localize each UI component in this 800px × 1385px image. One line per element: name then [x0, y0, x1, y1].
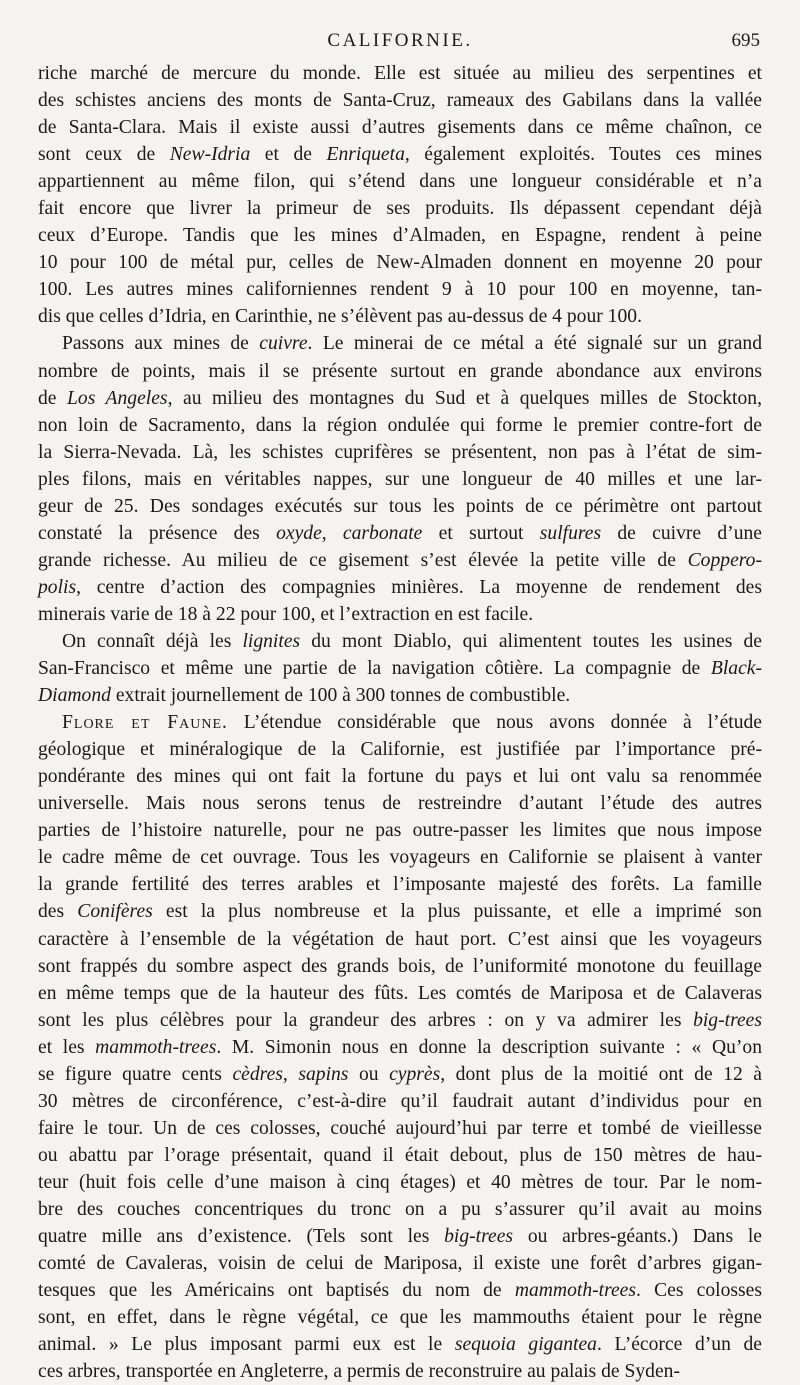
paragraph	[38, 330, 762, 628]
text-line	[38, 466, 762, 493]
text-line	[38, 574, 762, 601]
text-run: nombre de points, mais il se présente surtout en grande abondance aux environs	[38, 360, 762, 382]
italic-run: Enriqueta	[326, 144, 405, 166]
text-run: de Santa-Clara. Mais il existe aussi d’autres gisements dans ce même chaînon, ce	[38, 117, 762, 139]
text-line	[38, 898, 762, 925]
text-run: sont, en effet, dans le règne végétal, ce que les mammouths étaient pour le règne	[38, 1307, 762, 1329]
text-line	[38, 736, 762, 763]
text-line	[38, 817, 762, 844]
italic-run: Los Angeles	[67, 387, 168, 409]
text-line	[38, 168, 762, 195]
italic-run: New-Idria	[169, 144, 251, 166]
italic-run: cuivre	[259, 333, 308, 355]
text-run: non loin de Sacramento, dans la région ondulée qui forme le premier contre-fort de	[38, 414, 762, 436]
text-line	[38, 493, 762, 520]
text-run: 100. Les autres mines californiennes rendent 9 à 10 pour 100 en moyenne, tan-	[38, 279, 762, 301]
text-run: 10 pour 100 de métal pur, celles de New-Almaden donnent en moyenne 20 pour	[38, 252, 762, 274]
text-run: . M. Simonin nous en donne la description suivante : « Qu’on	[216, 1036, 763, 1058]
italic-run: sapins	[298, 1063, 349, 1085]
text-run: bre des couches concentriques du tronc on a pu s’assurer qu’il avait au moins	[38, 1198, 762, 1220]
text-run: et les	[38, 1036, 96, 1058]
text-line	[38, 926, 762, 953]
text-line	[38, 1196, 762, 1223]
italic-run: Conifères	[77, 901, 153, 923]
text-run: de	[38, 387, 68, 409]
text-run: ,	[282, 1063, 299, 1085]
text-line	[38, 114, 762, 141]
text-run: On connaît déjà les	[62, 630, 243, 652]
text-run: dis que celles d’Idria, en Carinthie, ne s’élèvent pas au-dessus de 4 pour 100.	[38, 306, 642, 328]
text-run: San-Francisco et même une partie de la navigation côtière. La compagnie de	[38, 658, 711, 680]
italic-run: polis	[38, 576, 77, 598]
text-run: de cuivre d’une	[601, 522, 762, 544]
text-run: et surtout	[422, 522, 540, 544]
paragraph	[38, 709, 762, 1385]
italic-run: lignites	[242, 630, 301, 652]
text-run: teur (huit fois celle d’une maison à cinq étages) et 40 mètres de tour. Par le nom-	[38, 1171, 762, 1193]
text-run: . Ces colosses	[636, 1280, 762, 1302]
text-run: des	[38, 901, 78, 923]
text-line	[38, 439, 762, 466]
text-line	[38, 520, 762, 547]
italic-run: mammoth-trees	[514, 1280, 636, 1302]
running-title: CALIFORNIE.	[327, 30, 473, 51]
text-run: géologique et minéralogique de la Californie, est justifiée par l’importance pré-	[38, 739, 762, 761]
text-run: ou abattu par l’orage présentait, quand il était debout, plus de 150 mètres de hau-	[38, 1144, 762, 1166]
text-line	[38, 1007, 762, 1034]
text-line	[38, 385, 762, 412]
text-line	[38, 763, 762, 790]
section-heading: Flore et Faune.	[62, 712, 228, 734]
text-run: tesques que les Américains ont baptisés du nom de	[38, 1280, 515, 1302]
text-run: du mont Diablo, qui alimentent toutes les usines de	[300, 630, 762, 652]
text-run: geur de 25. Des sondages exécutés sur tous les points de ce périmètre ont partout	[38, 495, 762, 517]
text-line	[38, 709, 762, 736]
page-number: 695	[731, 30, 760, 51]
text-run: Passons aux mines de	[62, 333, 260, 355]
text-line	[38, 1331, 762, 1358]
text-run: constaté la présence des	[38, 522, 277, 544]
italic-run: big-trees	[693, 1009, 762, 1031]
text-line	[38, 1142, 762, 1169]
text-run: appartiennent au même filon, qui s’étend dans une longueur considérable et n’a	[38, 171, 762, 193]
italic-run: Diamond	[38, 685, 111, 707]
text-run: la grande fertilité des terres arables et l’imposante majesté des forêts. La famille	[38, 874, 762, 896]
paragraph	[38, 60, 762, 330]
text-run: caractère à l’ensemble de la végétation de haut port. C’est ainsi que les voyageurs	[38, 928, 762, 950]
page-header	[38, 26, 762, 60]
text-run: des schistes anciens des monts de Santa-Cruz, rameaux des Gabilans dans la vallée	[38, 90, 762, 112]
text-run: universelle. Mais nous serons tenus de restreindre d’autant l’étude des autres	[38, 793, 762, 815]
italic-run: big-trees	[444, 1226, 514, 1248]
text-line	[38, 60, 762, 87]
text-line	[38, 1061, 762, 1088]
text-line	[38, 1169, 762, 1196]
text-run: ou	[348, 1063, 390, 1085]
text-line	[38, 655, 762, 682]
text-line	[38, 871, 762, 898]
text-run: 30 mètres de circonférence, c’est-à-dire qu’il faudrait autant d’individus pour en	[38, 1090, 762, 1112]
body-text	[38, 60, 762, 1385]
italic-run: Coppero-	[687, 549, 762, 571]
text-run: pondérante des mines qui ont fait la fortune du pays et lui ont valu sa renommée	[38, 766, 762, 788]
text-line	[38, 330, 762, 357]
text-run: ces arbres, transportée en Angleterre, a permis de reconstruire au palais de Syden-	[38, 1361, 680, 1383]
text-line	[38, 1034, 762, 1061]
text-run: animal. » Le plus imposant parmi eux est le	[38, 1334, 455, 1356]
text-line	[38, 844, 762, 871]
text-run: est la plus nombreuse et la plus puissante, et elle a imprimé son	[152, 901, 762, 923]
text-run: parties de l’histoire naturelle, pour ne pas outre-passer les limites que nous impose	[38, 820, 762, 842]
italic-run: sulfures	[539, 522, 602, 544]
text-line	[38, 141, 762, 168]
text-run: fait encore que livrer la primeur de ses produits. Ils dépassent cependant déjà	[38, 198, 762, 220]
text-line	[38, 628, 762, 655]
text-line	[38, 953, 762, 980]
text-run: grande richesse. Au milieu de ce gisement s’est élevée la petite ville de	[38, 549, 688, 571]
text-run: extrait journellement de 100 à 300 tonnes de combustible.	[110, 685, 571, 707]
text-run: , dont plus de la moitié ont de 12 à	[440, 1063, 763, 1085]
italic-run: cyprès	[389, 1063, 441, 1085]
text-run: la Sierra-Nevada. Là, les schistes cuprifères se présentent, non pas à l’état de sim-	[38, 441, 762, 463]
text-line	[38, 1115, 762, 1142]
text-run: en même temps que de la hauteur des fûts. Les comtés de Mariposa et de Calaveras	[38, 982, 762, 1004]
text-line	[38, 358, 762, 385]
text-run: L’étendue considérable que nous avons donnée à l’étude	[227, 712, 762, 734]
text-line	[38, 980, 762, 1007]
text-line	[38, 1304, 762, 1331]
text-line	[38, 547, 762, 574]
text-line	[38, 222, 762, 249]
italic-run: mammoth-trees	[95, 1036, 217, 1058]
text-run: , centre d’action des compagnies minières. La moyenne de rendement des	[76, 576, 762, 598]
text-line	[38, 1088, 762, 1115]
text-run: sont frappés du sombre aspect des grands bois, de l’uniformité monotone du feuillage	[38, 955, 762, 977]
text-run: quatre mille ans d’existence. (Tels sont les	[38, 1226, 445, 1248]
text-run: faire le tour. Un de ces colosses, couché aujourd’hui par terre et tombé de vieillesse	[38, 1117, 762, 1139]
text-run: , également exploités. Toutes ces mines	[404, 144, 762, 166]
text-run: ples filons, mais en véritables nappes, sur une longueur de 40 milles et une lar-	[38, 468, 762, 490]
text-line	[38, 601, 762, 628]
text-line	[38, 195, 762, 222]
text-line	[38, 249, 762, 276]
text-run: et de	[250, 144, 327, 166]
italic-run: cèdres	[232, 1063, 283, 1085]
text-line	[38, 87, 762, 114]
text-line	[38, 412, 762, 439]
italic-run: Black-	[710, 658, 762, 680]
text-run: . L’écorce d’un de	[596, 1334, 763, 1356]
text-run: ou arbres-géants.) Dans le	[513, 1226, 762, 1248]
text-run: , au milieu des montagnes du Sud et à quelques milles de Stockton,	[167, 387, 762, 409]
text-line	[38, 790, 762, 817]
text-run: riche marché de mercure du monde. Elle est située au milieu des serpentines et	[38, 63, 762, 84]
italic-run: oxyde, carbonate	[276, 522, 423, 544]
text-run: ceux d’Europe. Tandis que les mines d’Almaden, en Espagne, rendent à peine	[38, 225, 762, 247]
text-line	[38, 303, 762, 330]
paragraph	[38, 628, 762, 709]
text-line	[38, 1358, 762, 1385]
text-line	[38, 1223, 762, 1250]
text-line	[38, 1277, 762, 1304]
text-line	[38, 276, 762, 303]
text-line	[38, 682, 762, 709]
text-line	[38, 1250, 762, 1277]
text-run: le cadre même de cet ouvrage. Tous les voyageurs en Californie se plaisent à vanter	[38, 847, 762, 869]
text-run: sont ceux de	[38, 144, 170, 166]
italic-run: sequoia gigantea	[454, 1334, 597, 1356]
text-run: comté de Cavaleras, voisin de celui de Mariposa, il existe une forêt d’arbres gigan-	[38, 1253, 762, 1275]
text-run: minerais varie de 18 à 22 pour 100, et l’extraction en est facile.	[38, 603, 534, 625]
text-run: se figure quatre cents	[38, 1063, 233, 1085]
text-run: . Le minerai de ce métal a été signalé sur un grand	[307, 333, 762, 355]
text-run: sont les plus célèbres pour la grandeur des arbres : on y va admirer les	[38, 1009, 694, 1031]
